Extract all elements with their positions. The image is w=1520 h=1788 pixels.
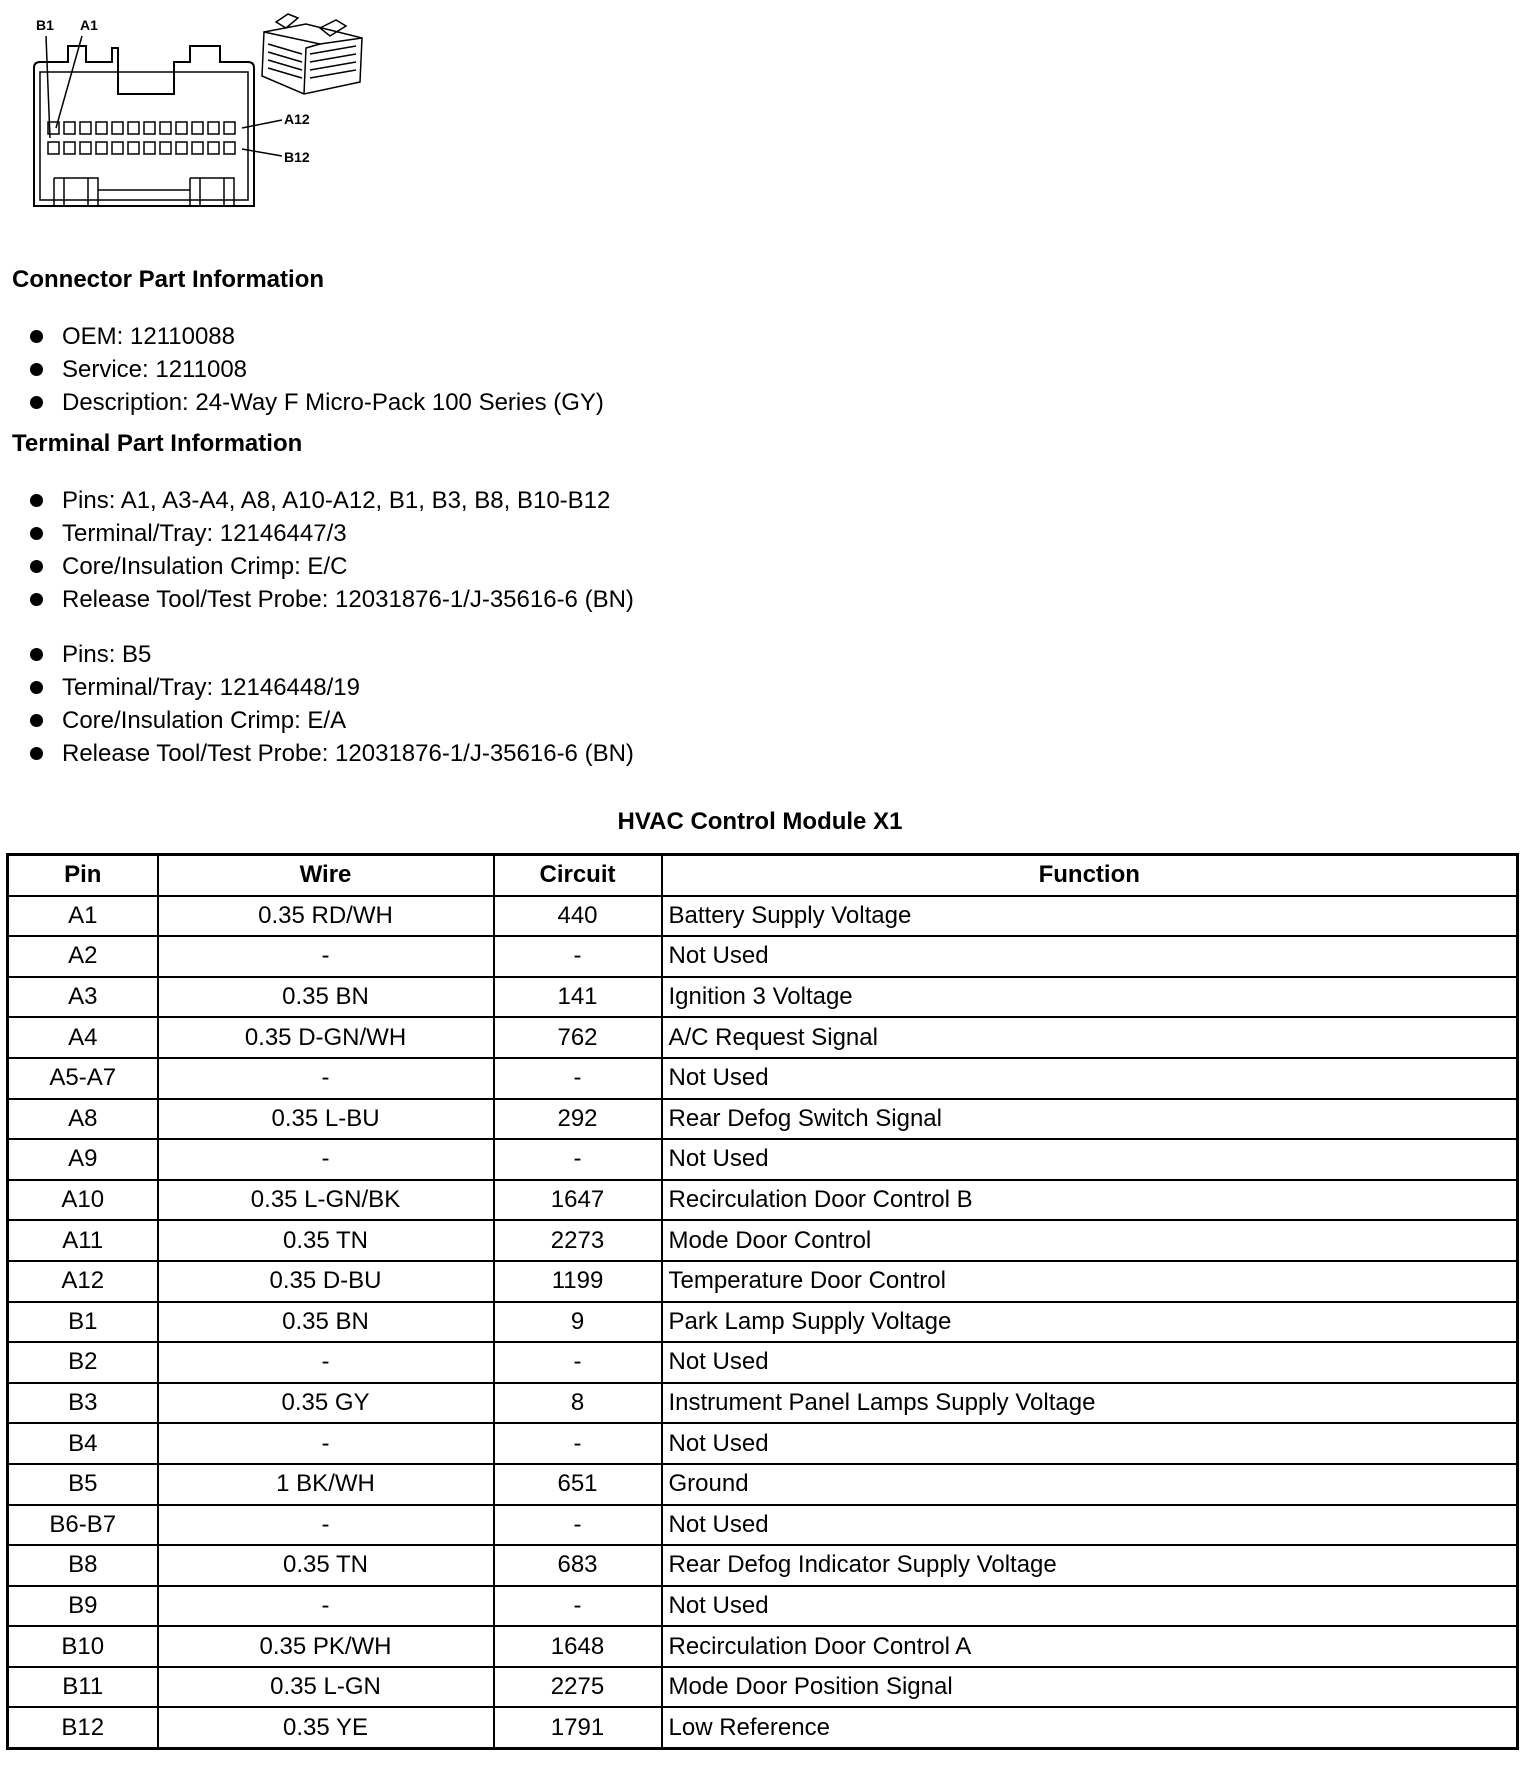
pin-cavity	[192, 122, 203, 134]
circuit-cell: 8	[494, 1383, 662, 1424]
function-cell: Rear Defog Switch Signal	[662, 1099, 1518, 1140]
circuit-cell: 292	[494, 1099, 662, 1140]
connector-info-heading: Connector Part Information	[12, 266, 325, 293]
header-function: Function	[662, 855, 1518, 896]
table-row	[8, 977, 1518, 1018]
wire-cell: 0.35 YE	[158, 1707, 494, 1748]
function-cell: Mode Door Position Signal	[662, 1667, 1518, 1708]
pin-cell: A4	[8, 1017, 158, 1058]
pin-cavity	[80, 142, 91, 154]
wire-cell: -	[158, 936, 494, 977]
diagram-label-b1: B1	[36, 17, 54, 33]
pin-cavity	[80, 122, 91, 134]
function-cell: Ground	[662, 1464, 1518, 1505]
pin-cavity	[96, 122, 107, 134]
pin-cell: B8	[8, 1545, 158, 1586]
pinout-table	[6, 853, 1519, 1750]
pin-cavity	[128, 142, 139, 154]
wire-cell: 0.35 TN	[158, 1220, 494, 1261]
wire-cell: -	[158, 1586, 494, 1627]
circuit-cell: -	[494, 936, 662, 977]
pin-cavity	[208, 142, 219, 154]
circuit-cell: 440	[494, 896, 662, 937]
pin-cavity	[160, 142, 171, 154]
pin-cavity	[224, 142, 235, 154]
list-item: Release Tool/Test Probe: 12031876-1/J-35616-6 (BN)	[28, 737, 634, 770]
pin-cell: A9	[8, 1139, 158, 1180]
pin-cavity	[144, 142, 155, 154]
pin-cell: B3	[8, 1383, 158, 1424]
diagram-label-b12: B12	[284, 149, 310, 165]
list-item: Terminal/Tray: 12146447/3	[28, 517, 634, 550]
pin-cell: B4	[8, 1423, 158, 1464]
table-row	[8, 936, 1518, 977]
function-cell: Recirculation Door Control B	[662, 1180, 1518, 1221]
pin-cavity	[160, 122, 171, 134]
pin-cell: A5-A7	[8, 1058, 158, 1099]
list-item: Pins: A1, A3-A4, A8, A10-A12, B1, B3, B8, B10-B12	[28, 484, 634, 517]
pin-cell: A2	[8, 936, 158, 977]
circuit-cell: -	[494, 1058, 662, 1099]
wire-cell: 0.35 L-BU	[158, 1099, 494, 1140]
list-item: Core/Insulation Crimp: E/C	[28, 550, 634, 583]
pin-cavity	[144, 122, 155, 134]
list-item: Service: 1211008	[28, 353, 604, 386]
wire-cell: 0.35 L-GN	[158, 1667, 494, 1708]
pin-cavity	[112, 142, 123, 154]
pin-cell: B10	[8, 1626, 158, 1667]
function-cell: Temperature Door Control	[662, 1261, 1518, 1302]
pin-cell: B12	[8, 1707, 158, 1748]
circuit-cell: -	[494, 1342, 662, 1383]
pin-cell: A1	[8, 896, 158, 937]
function-cell: Mode Door Control	[662, 1220, 1518, 1261]
table-row	[8, 1626, 1518, 1667]
circuit-cell: -	[494, 1139, 662, 1180]
pin-cell: B9	[8, 1586, 158, 1627]
wire-cell: -	[158, 1423, 494, 1464]
wire-cell: 1 BK/WH	[158, 1464, 494, 1505]
pin-cavity	[176, 142, 187, 154]
pin-cavity	[192, 142, 203, 154]
function-cell: Low Reference	[662, 1707, 1518, 1748]
circuit-cell: -	[494, 1586, 662, 1627]
pin-cell: A8	[8, 1099, 158, 1140]
wire-cell: 0.35 BN	[158, 977, 494, 1018]
pin-cavity	[48, 142, 59, 154]
connector-diagram	[20, 10, 380, 220]
list-item: Core/Insulation Crimp: E/A	[28, 704, 634, 737]
connector-perspective-icon	[262, 14, 362, 94]
pin-cavity	[128, 122, 139, 134]
list-item: Pins: B5	[28, 638, 634, 671]
pin-cell: B2	[8, 1342, 158, 1383]
function-cell: Not Used	[662, 1342, 1518, 1383]
function-cell: Not Used	[662, 936, 1518, 977]
circuit-cell: -	[494, 1423, 662, 1464]
wire-cell: -	[158, 1505, 494, 1546]
table-row	[8, 1261, 1518, 1302]
table-header-row	[8, 855, 1518, 896]
wire-cell: 0.35 RD/WH	[158, 896, 494, 937]
circuit-cell: 762	[494, 1017, 662, 1058]
table-row	[8, 1017, 1518, 1058]
wire-cell: -	[158, 1058, 494, 1099]
pin-cavity	[208, 122, 219, 134]
pin-cavity	[112, 122, 123, 134]
wire-cell: 0.35 L-GN/BK	[158, 1180, 494, 1221]
wire-cell: 0.35 TN	[158, 1545, 494, 1586]
pin-cell: A12	[8, 1261, 158, 1302]
table-row	[8, 1180, 1518, 1221]
circuit-cell: 2273	[494, 1220, 662, 1261]
function-cell: Not Used	[662, 1139, 1518, 1180]
function-cell: Park Lamp Supply Voltage	[662, 1302, 1518, 1343]
table-row	[8, 1545, 1518, 1586]
pin-cell: B11	[8, 1667, 158, 1708]
pin-cavity	[96, 142, 107, 154]
table-row	[8, 1220, 1518, 1261]
wire-cell: 0.35 D-BU	[158, 1261, 494, 1302]
header-pin: Pin	[8, 855, 158, 896]
function-cell: Instrument Panel Lamps Supply Voltage	[662, 1383, 1518, 1424]
circuit-cell: 2275	[494, 1667, 662, 1708]
header-circuit: Circuit	[494, 855, 662, 896]
circuit-cell: -	[494, 1505, 662, 1546]
function-cell: Rear Defog Indicator Supply Voltage	[662, 1545, 1518, 1586]
table-row	[8, 1302, 1518, 1343]
terminal-info-group-1	[28, 484, 634, 616]
pin-cell: B5	[8, 1464, 158, 1505]
table-row	[8, 896, 1518, 937]
list-item: Description: 24-Way F Micro-Pack 100 Series (GY)	[28, 386, 604, 419]
table-row	[8, 1667, 1518, 1708]
diagram-label-a1: A1	[80, 17, 98, 33]
terminal-info-heading: Terminal Part Information	[12, 430, 303, 457]
diagram-label-a12: A12	[284, 111, 310, 127]
circuit-cell: 9	[494, 1302, 662, 1343]
circuit-cell: 1791	[494, 1707, 662, 1748]
pin-cell: A3	[8, 977, 158, 1018]
function-cell: Not Used	[662, 1058, 1518, 1099]
table-row	[8, 1423, 1518, 1464]
circuit-cell: 141	[494, 977, 662, 1018]
table-row	[8, 1464, 1518, 1505]
table-row	[8, 1058, 1518, 1099]
function-cell: Not Used	[662, 1505, 1518, 1546]
list-item: OEM: 12110088	[28, 320, 604, 353]
wire-cell: -	[158, 1139, 494, 1180]
function-cell: Recirculation Door Control A	[662, 1626, 1518, 1667]
table-row	[8, 1139, 1518, 1180]
pin-cavity	[224, 122, 235, 134]
circuit-cell: 651	[494, 1464, 662, 1505]
pin-cell: A10	[8, 1180, 158, 1221]
function-cell: Not Used	[662, 1423, 1518, 1464]
circuit-cell: 1199	[494, 1261, 662, 1302]
circuit-cell: 1648	[494, 1626, 662, 1667]
table-row	[8, 1586, 1518, 1627]
function-cell: Not Used	[662, 1586, 1518, 1627]
circuit-cell: 683	[494, 1545, 662, 1586]
table-row	[8, 1342, 1518, 1383]
wire-cell: 0.35 D-GN/WH	[158, 1017, 494, 1058]
pin-cell: A11	[8, 1220, 158, 1261]
table-row	[8, 1505, 1518, 1546]
connector-info-list	[28, 320, 604, 419]
table-row	[8, 1707, 1518, 1748]
wire-cell: 0.35 PK/WH	[158, 1626, 494, 1667]
table-row	[8, 1099, 1518, 1140]
list-item: Terminal/Tray: 12146448/19	[28, 671, 634, 704]
pin-cell: B6-B7	[8, 1505, 158, 1546]
list-item: Release Tool/Test Probe: 12031876-1/J-35616-6 (BN)	[28, 583, 634, 616]
wire-cell: 0.35 GY	[158, 1383, 494, 1424]
table-title: HVAC Control Module X1	[617, 808, 903, 835]
pin-cavity	[64, 142, 75, 154]
function-cell: A/C Request Signal	[662, 1017, 1518, 1058]
pin-cell: B1	[8, 1302, 158, 1343]
wire-cell: -	[158, 1342, 494, 1383]
circuit-cell: 1647	[494, 1180, 662, 1221]
pin-cavity	[176, 122, 187, 134]
function-cell: Ignition 3 Voltage	[662, 977, 1518, 1018]
table-row	[8, 1383, 1518, 1424]
terminal-info-group-2	[28, 638, 634, 770]
header-wire: Wire	[158, 855, 494, 896]
wire-cell: 0.35 BN	[158, 1302, 494, 1343]
pin-cavity	[64, 122, 75, 134]
function-cell: Battery Supply Voltage	[662, 896, 1518, 937]
